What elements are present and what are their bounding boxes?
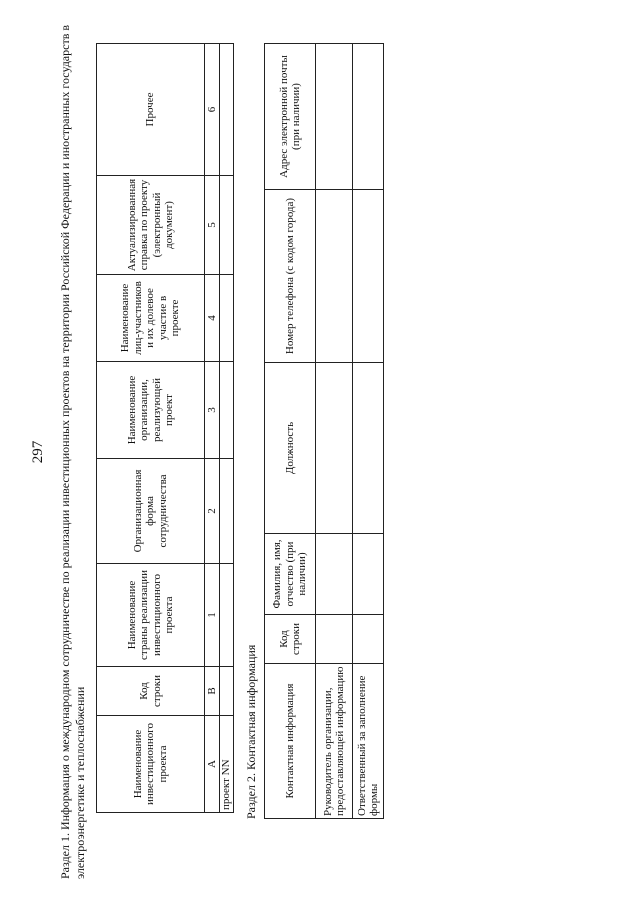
section2-title: Раздел 2. Контактная информация (244, 644, 258, 819)
header-row-code: Код строки (97, 667, 205, 716)
column-number: 2 (205, 459, 220, 564)
header-country: Наименование страны реализации инвестиционного проекта (97, 564, 205, 667)
table-cell (353, 534, 384, 615)
header-row-code: Код строки (265, 615, 316, 664)
table-cell (316, 190, 353, 363)
header-participants: Наименование лиц-участников и их долевое участие в проекте (97, 275, 205, 362)
header-organization: Наименование организации, реализующей проект (97, 362, 205, 459)
page-number: 297 (30, 440, 46, 464)
contact-info-table (264, 43, 384, 819)
table-row-project-name: проект NN (220, 716, 234, 813)
header-contact-info: Контактная информация (265, 664, 316, 819)
header-full-name: Фамилия, имя, отчество (при наличии) (265, 534, 316, 615)
header-email: Адрес электронной почты (при наличии) (265, 44, 316, 190)
header-project-reference: Актуализированная справка по проекту (электронный документ) (97, 176, 205, 275)
header-other: Прочее (97, 44, 205, 176)
table-cell (220, 176, 234, 275)
table-cell (316, 615, 353, 664)
header-project-name: Наименование инвестиционного проекта (97, 716, 205, 813)
column-number: 6 (205, 44, 220, 176)
table-cell (220, 459, 234, 564)
investment-projects-table (96, 43, 234, 813)
column-number: 1 (205, 564, 220, 667)
table-cell (316, 534, 353, 615)
header-cooperation-form: Организационная форма сотрудничества (97, 459, 205, 564)
table-cell (353, 190, 384, 363)
table-cell (220, 275, 234, 362)
table-cell (316, 363, 353, 534)
column-number: А (205, 716, 220, 813)
column-number: 4 (205, 275, 220, 362)
table-cell (316, 44, 353, 190)
table-cell (220, 564, 234, 667)
table-cell (353, 615, 384, 664)
column-number: 5 (205, 176, 220, 275)
table-cell (220, 44, 234, 176)
contact-row-label: Ответственный за заполнение формы (353, 664, 384, 819)
table-cell (353, 363, 384, 534)
header-phone: Номер телефона (с кодом города) (265, 190, 316, 363)
column-number: В (205, 667, 220, 716)
table-cell (220, 362, 234, 459)
table-cell (220, 667, 234, 716)
contact-row-label: Руководитель организации, предоставляющей информацию (316, 664, 353, 819)
column-number: 3 (205, 362, 220, 459)
header-position: Должность (265, 363, 316, 534)
section1-title: Раздел 1. Информация о международном сотрудничестве по реализации инвестиционных проектов на территории Российской Федерации и иностранных государств в электроэнергетике и теплоснабжении (58, 24, 87, 879)
table-cell (353, 44, 384, 190)
